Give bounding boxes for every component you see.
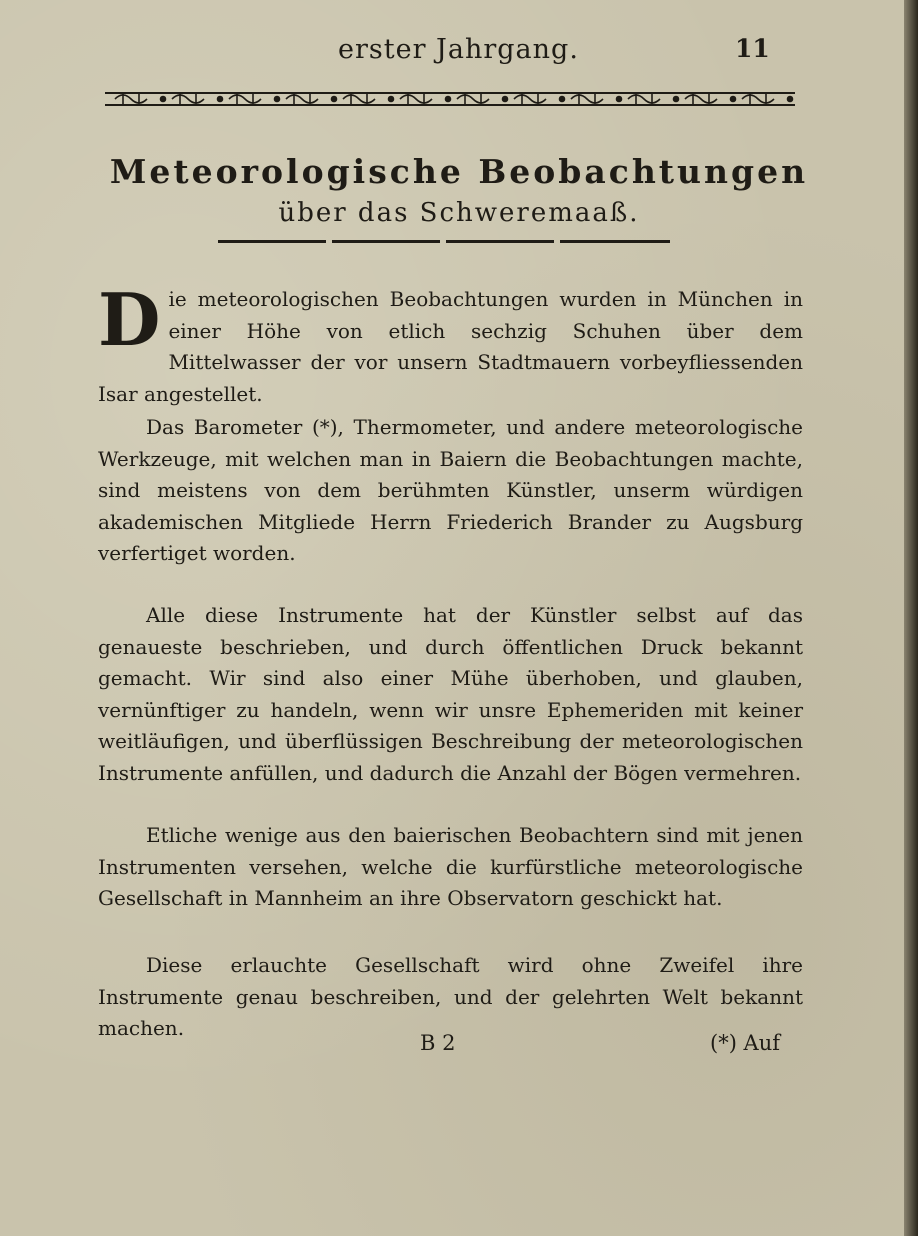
paragraph-1-text: ie meteorologischen Beobachtungen wurden in München in einer Höhe von etlich sechzig Schuhen über dem Mittelwasser der vor unsern Stadtmauern vorbeyfliessenden Isar angestellet. <box>98 287 803 406</box>
ornament-dot <box>788 97 793 102</box>
ornament-motif <box>742 93 774 105</box>
ornament-band <box>105 86 795 112</box>
ornament-motif <box>457 93 489 105</box>
paragraph-1 <box>98 277 803 410</box>
paragraph-2: Das Barometer (*), Thermometer, und andere meteorologische Werkzeuge, mit welchen man in Baiern die Beobachtungen machte, sind meistens von dem berühmten Künstler, unserm würdigen akademischen Mitgliede Herrn Friederich Brander zu Augsburg verfertiget worden. <box>98 415 803 565</box>
article-title: Meteorologische Beobachtungen <box>109 152 809 191</box>
ornament-dot <box>332 97 337 102</box>
paragraph-3: Alle diese Instrumente hat der Künstler selbst auf das genaueste beschrieben, und durch öffentlichen Druck bekannt gemacht. Wir sind also einer Mühe überhoben, und glauben, vernünftiger zu handeln, wenn wir unsre Ephemeriden mit keiner weitläufigen, und überflüssigen Beschreibung der meteorologischen Instrumente anfüllen, und dadurch die Anzahl der Bögen vermehren. <box>98 603 803 785</box>
sheet-signature: B 2 <box>420 1031 456 1055</box>
ornament-motif <box>172 93 204 105</box>
ornament-dot <box>446 97 451 102</box>
ornament-dot <box>275 97 280 102</box>
ornament-motif <box>229 93 261 105</box>
running-title: erster Jahrgang. <box>338 34 579 65</box>
article-subtitle: über das Schweremaaß. <box>278 198 640 228</box>
page-number: 11 <box>735 34 770 63</box>
ornament-motif <box>343 93 375 105</box>
ornament-dot <box>389 97 394 102</box>
paragraph-5: Diese erlauchte Gesellschaft wird ohne Zweifel ihre Instrumente genau beschreiben, und der gelehrten Welt bekannt machen. <box>98 953 803 1040</box>
title-rule <box>218 240 670 245</box>
ornament-motif <box>628 93 660 105</box>
ornament-motif <box>514 93 546 105</box>
drop-cap: D <box>98 277 161 362</box>
ornament-dot <box>503 97 508 102</box>
ornament-motif <box>685 93 717 105</box>
ornament-dot <box>617 97 622 102</box>
ornament-motif <box>115 93 147 105</box>
ornament-dot <box>674 97 679 102</box>
ornament-motif <box>400 93 432 105</box>
paragraph-4: Etliche wenige aus den baierischen Beobachtern sind mit jenen Instrumenten versehen, welche die kurfürstliche meteorologische Gesellschaft in Mannheim an ihre Observatorn geschickt hat. <box>98 823 803 910</box>
ornament-dot <box>731 97 736 102</box>
ornament-dot <box>560 97 565 102</box>
running-head <box>0 30 918 70</box>
ornament-dot <box>218 97 223 102</box>
ornament-motif <box>571 93 603 105</box>
ornament-dot <box>161 97 166 102</box>
ornament-motif <box>286 93 318 105</box>
catchword: (*) Auf <box>710 1031 781 1055</box>
